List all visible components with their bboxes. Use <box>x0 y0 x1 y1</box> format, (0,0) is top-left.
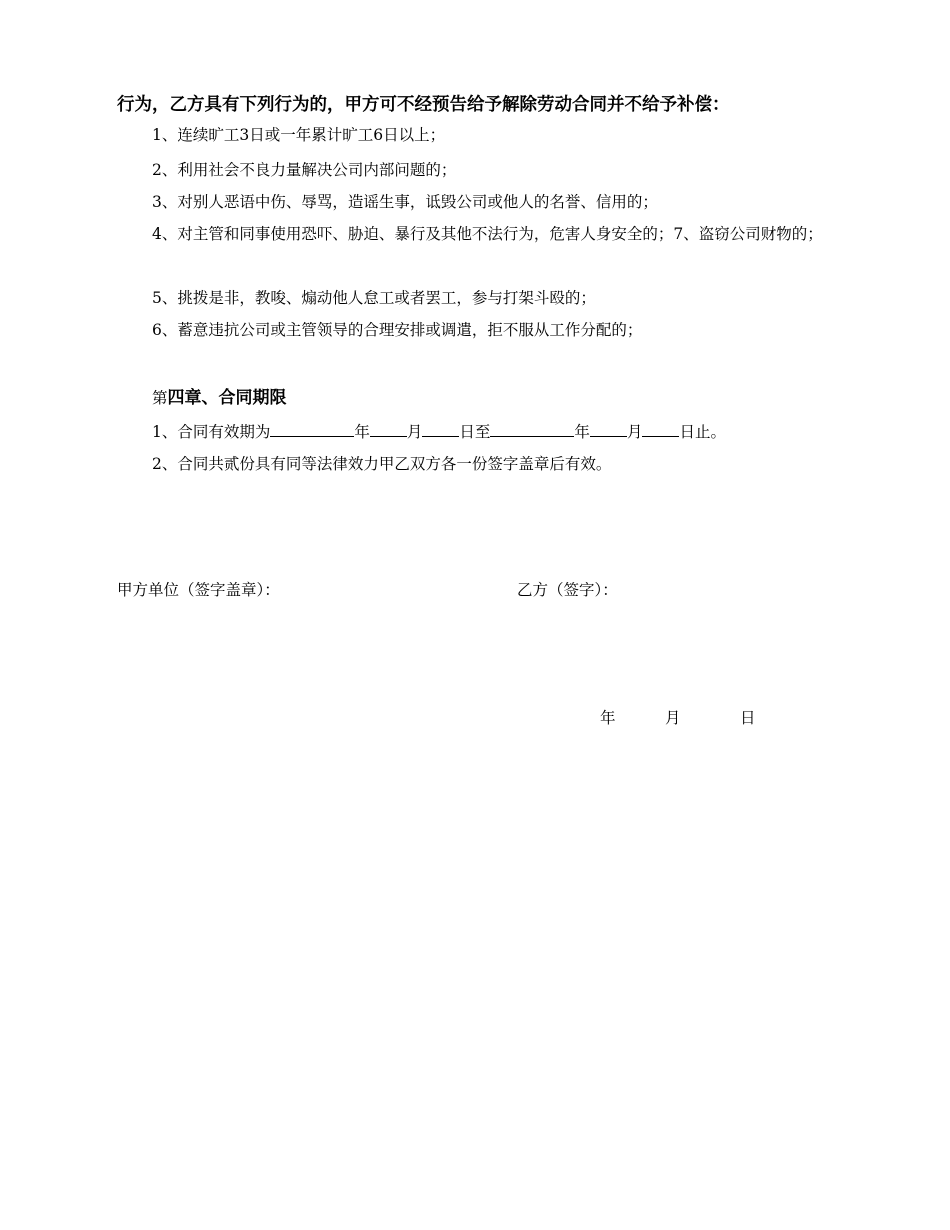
term-month-1: 月 <box>406 423 423 441</box>
clause-item-3: 3、对别人恶语中伤、辱骂，造谣生事，诋毁公司或他人的名誉、信用的； <box>152 193 658 211</box>
chapter-heading <box>152 383 287 408</box>
party-a-signature-label: 甲方单位（签字盖章）： <box>117 581 280 599</box>
term-year-1: 年 <box>354 423 370 441</box>
term-start-year-blank[interactable] <box>270 420 354 437</box>
date-year-label: 年 <box>600 709 616 727</box>
term-start-month-blank[interactable] <box>370 420 407 437</box>
clause-item-1: 1、连续旷工3日或一年累计旷工6日以上； <box>152 126 446 144</box>
lead-line: 行为，乙方具有下列行为的，甲方可不经预告给予解除劳动合同并不给予补偿： <box>117 95 730 115</box>
date-day-label: 日 <box>740 709 756 727</box>
term-line <box>117 418 865 446</box>
term-year-2: 年 <box>574 423 590 441</box>
term-end-month-blank[interactable] <box>590 420 627 437</box>
term-prefix: 1、合同有效期为 <box>152 423 271 441</box>
term-end-day-blank[interactable] <box>642 420 679 437</box>
term-day-2: 日止。 <box>679 423 726 441</box>
copies-clause: 2、合同共贰份具有同等法律效力甲乙双方各一份签字盖章后有效。 <box>152 455 612 473</box>
clause-item-5: 5、挑拨是非，教唆、煽动他人怠工或者罢工，参与打架斗殴的； <box>152 289 596 307</box>
term-start-day-blank[interactable] <box>422 420 459 437</box>
term-month-2: 月 <box>626 423 643 441</box>
chapter-title: 四章、合同期限 <box>167 388 287 408</box>
chapter-prefix: 第 <box>152 389 168 407</box>
clause-item-4: 4、对主管和同事使用恐吓、胁迫、暴行及其他不法行为，危害人身安全的；7、盗窃公司财物的； <box>152 225 823 243</box>
term-day-1: 日至 <box>459 423 491 441</box>
clause-item-2: 2、利用社会不良力量解决公司内部问题的； <box>152 161 457 179</box>
date-month-label: 月 <box>665 709 681 727</box>
party-b-signature-label: 乙方（签字）： <box>517 581 618 599</box>
term-end-year-blank[interactable] <box>490 420 574 437</box>
clause-item-6: 6、蓄意违抗公司或主管领导的合理安排或调遣，拒不服从工作分配的； <box>152 321 643 339</box>
